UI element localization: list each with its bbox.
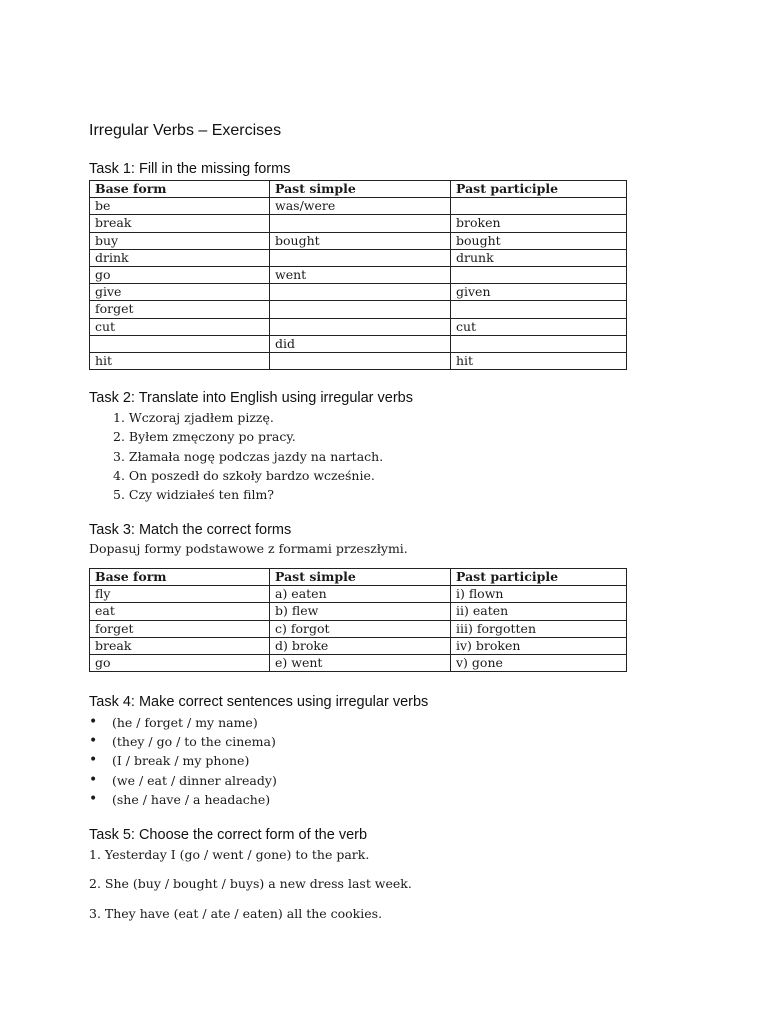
table-row [90, 215, 627, 232]
task4-heading: Task 4: Make correct sentences using irregular verbs [89, 694, 429, 710]
column-header: Base form [90, 569, 270, 586]
table-cell: drink [90, 249, 270, 266]
table-row [90, 284, 627, 301]
table-cell [270, 352, 451, 369]
table-cell: bought [270, 232, 451, 249]
table-row [90, 249, 627, 266]
table-cell: iii) forgotten [451, 620, 627, 637]
table-row [90, 318, 627, 335]
task1-table [89, 180, 627, 370]
table-row [90, 198, 627, 215]
list-item [89, 732, 428, 751]
task5-item: 1. Yesterday I (go / went / gone) to the park. [89, 847, 370, 862]
table-cell: break [90, 637, 270, 654]
table-cell: go [90, 266, 270, 283]
table-cell: v) gone [451, 654, 627, 671]
task3-section [89, 522, 627, 672]
task4-list [89, 713, 428, 809]
list-item [89, 771, 428, 790]
table-row [90, 654, 627, 671]
table-cell [451, 198, 627, 215]
table-header-row [90, 569, 627, 586]
column-header: Past participle [451, 569, 627, 586]
table-row [90, 586, 627, 603]
table-cell: given [451, 284, 627, 301]
task5-heading: Task 5: Choose the correct form of the verb [89, 827, 368, 843]
list-item [89, 790, 428, 809]
list-item: 4. On poszedł do szkoły bardzo wcześnie. [113, 467, 375, 483]
bullet-icon: • [89, 714, 98, 730]
document-title: Irregular Verbs – Exercises [89, 122, 282, 139]
task5-item: 3. They have (eat / ate / eaten) all the cookies. [89, 906, 383, 921]
column-header: Base form [90, 181, 270, 198]
table-cell: c) forgot [270, 620, 451, 637]
task2-section [89, 390, 413, 504]
table-cell [90, 335, 270, 352]
table-cell: broken [451, 215, 627, 232]
list-item-text: (they / go / to the cinema) [112, 734, 276, 750]
table-header-row [90, 181, 627, 198]
task2-list [89, 408, 413, 504]
bullet-icon: • [89, 790, 98, 807]
table-cell: did [270, 335, 451, 352]
table-cell: was/were [270, 198, 451, 215]
table-cell: give [90, 284, 270, 301]
list-item-text: (she / have / a headache) [112, 791, 271, 807]
task5-section [89, 827, 412, 921]
list-item-text: (we / eat / dinner already) [112, 772, 277, 788]
task1-section [89, 161, 627, 370]
bullet-icon: • [89, 733, 98, 750]
table-cell [451, 301, 627, 318]
list-item-text: (I / break / my phone) [112, 753, 250, 769]
table-cell [451, 335, 627, 352]
list-item: 1. Wczoraj zjadłem pizzę. [113, 410, 274, 425]
column-header: Past simple [270, 181, 451, 198]
table-row [90, 335, 627, 352]
table-cell: i) flown [451, 586, 627, 603]
table-cell: e) went [270, 654, 451, 671]
table-cell: iv) broken [451, 637, 627, 654]
table-cell: d) broke [270, 637, 451, 654]
task3-heading: Task 3: Match the correct forms [89, 522, 292, 538]
task2-heading: Task 2: Translate into English using irregular verbs [89, 390, 413, 406]
bullet-icon: • [89, 752, 98, 769]
table-cell: go [90, 654, 270, 671]
table-cell: break [90, 215, 270, 232]
table-row [90, 301, 627, 318]
table-cell: b) flew [270, 603, 451, 620]
table-cell: forget [90, 301, 270, 318]
table-cell: eat [90, 603, 270, 620]
task3-instruction: Dopasuj formy podstawowe z formami przeszłymi. [89, 541, 408, 556]
table-cell: went [270, 266, 451, 283]
table-cell: be [90, 198, 270, 215]
table-cell [270, 284, 451, 301]
table-cell: fly [90, 586, 270, 603]
table-cell [270, 301, 451, 318]
table-cell [270, 249, 451, 266]
column-header: Past simple [270, 569, 451, 586]
bullet-icon: • [89, 771, 98, 788]
table-cell: cut [451, 318, 627, 335]
table-row [90, 637, 627, 654]
table-cell [270, 318, 451, 335]
table-row [90, 620, 627, 637]
task1-heading: Task 1: Fill in the missing forms [89, 161, 291, 177]
table-cell [451, 266, 627, 283]
table-cell: buy [90, 232, 270, 249]
table-cell: cut [90, 318, 270, 335]
list-item: 3. Złamała nogę podczas jazdy na nartach. [113, 448, 384, 464]
table-cell: forget [90, 620, 270, 637]
table-row [90, 352, 627, 369]
list-item: 2. Byłem zmęczony po pracy. [113, 429, 296, 445]
task4-section [89, 694, 428, 809]
list-item: 5. Czy widziałeś ten film? [113, 487, 274, 503]
table-row [90, 232, 627, 249]
table-cell: drunk [451, 249, 627, 266]
table-cell [270, 215, 451, 232]
table-row [90, 266, 627, 283]
table-row [90, 603, 627, 620]
table-cell: ii) eaten [451, 603, 627, 620]
task5-item: 2. She (buy / bought / buys) a new dress last week. [89, 876, 412, 891]
column-header: Past participle [451, 181, 627, 198]
task3-table [89, 568, 627, 672]
table-cell: hit [90, 352, 270, 369]
table-cell: a) eaten [270, 586, 451, 603]
list-item [89, 713, 428, 732]
table-cell: bought [451, 232, 627, 249]
table-cell: hit [451, 352, 627, 369]
list-item [89, 751, 428, 770]
list-item-text: (he / forget / my name) [112, 715, 258, 730]
